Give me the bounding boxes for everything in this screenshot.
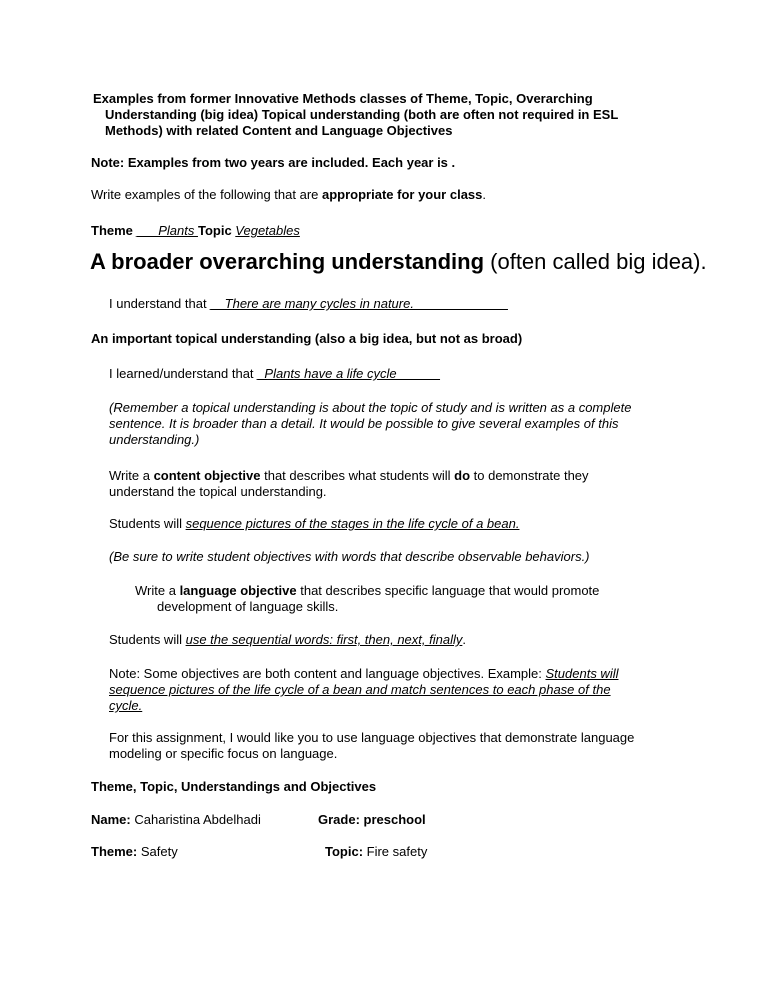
both-objectives-example-line2: sequence pictures of the life cycle of a bean and match sentences to each phase of the bbox=[109, 682, 611, 697]
theme-field: Theme: Safety bbox=[91, 844, 178, 859]
overarching-heading: A broader overarching understanding (often called big idea). bbox=[90, 249, 707, 274]
topical-heading: An important topical understanding (also a big idea, but not as broad) bbox=[91, 331, 523, 346]
content-objective-prompt: Write a content objective that describes what students will do to demonstrate they bbox=[109, 468, 589, 483]
instruction: Write examples of the following that are appropriate for your class. bbox=[91, 187, 487, 202]
content-objective-prompt-line2: understand the topical understanding. bbox=[109, 484, 327, 499]
topical-reminder-line3: understanding.) bbox=[109, 432, 200, 447]
topical-value: _Plants have a life cycle______ bbox=[257, 366, 441, 381]
grade-field: Grade: preschool bbox=[318, 812, 426, 827]
language-objective-prompt-line2: development of language skills. bbox=[157, 599, 339, 614]
content-objective-reminder: (Be sure to write student objectives with words that describe observable behaviors.) bbox=[109, 549, 590, 564]
years-note: Note: Examples from two years are included. Each year is . bbox=[91, 155, 456, 170]
both-objectives-note: Note: Some objectives are both content and language objectives. Example: Students will bbox=[109, 666, 619, 681]
content-objective-example: Students will sequence pictures of the stages in the life cycle of a bean. bbox=[109, 516, 520, 531]
topical-reminder-line2: sentence. It is broader than a detail. It would be possible to give several examples of this bbox=[109, 416, 619, 431]
overarching-value: __There are many cycles in nature._____________ bbox=[210, 296, 508, 311]
topical-reminder-line1: (Remember a topical understanding is about the topic of study and is written as a complete bbox=[109, 400, 632, 415]
document-title-line2: Understanding (big idea) Topical understanding (both are often not required in ESL bbox=[105, 107, 619, 122]
name-field: Name: Caharistina Abdelhadi bbox=[91, 812, 261, 827]
topic-value: Vegetables bbox=[235, 223, 300, 238]
topical-sentence: I learned/understand that _Plants have a life cycle______ bbox=[109, 366, 441, 381]
theme-value: ___Plants bbox=[136, 223, 198, 238]
both-objectives-example-line3: cycle. bbox=[109, 698, 143, 713]
document-title: Examples from former Innovative Methods classes of Theme, Topic, Overarching bbox=[93, 91, 593, 106]
topic-field: Topic: Fire safety bbox=[325, 844, 428, 859]
document-title-line3: Methods) with related Content and Language Objectives bbox=[105, 123, 453, 138]
language-objective-value: use the sequential words: first, then, next, finally bbox=[185, 632, 463, 647]
language-objective-prompt: Write a language objective that describes specific language that would promote bbox=[135, 583, 600, 598]
theme-topic-line: Theme ___Plants Topic Vegetables bbox=[91, 223, 300, 238]
assignment-note-line1: For this assignment, I would like you to use language objectives that demonstrate language bbox=[109, 730, 635, 745]
assignment-note-line2: modeling or specific focus on language. bbox=[109, 746, 338, 761]
language-objective-example: Students will use the sequential words: first, then, next, finally. bbox=[109, 632, 466, 647]
form-heading: Theme, Topic, Understandings and Objectives bbox=[91, 779, 377, 794]
content-objective-value: sequence pictures of the stages in the life cycle of a bean. bbox=[185, 516, 520, 531]
overarching-sentence: I understand that __There are many cycles in nature._____________ bbox=[109, 296, 508, 311]
